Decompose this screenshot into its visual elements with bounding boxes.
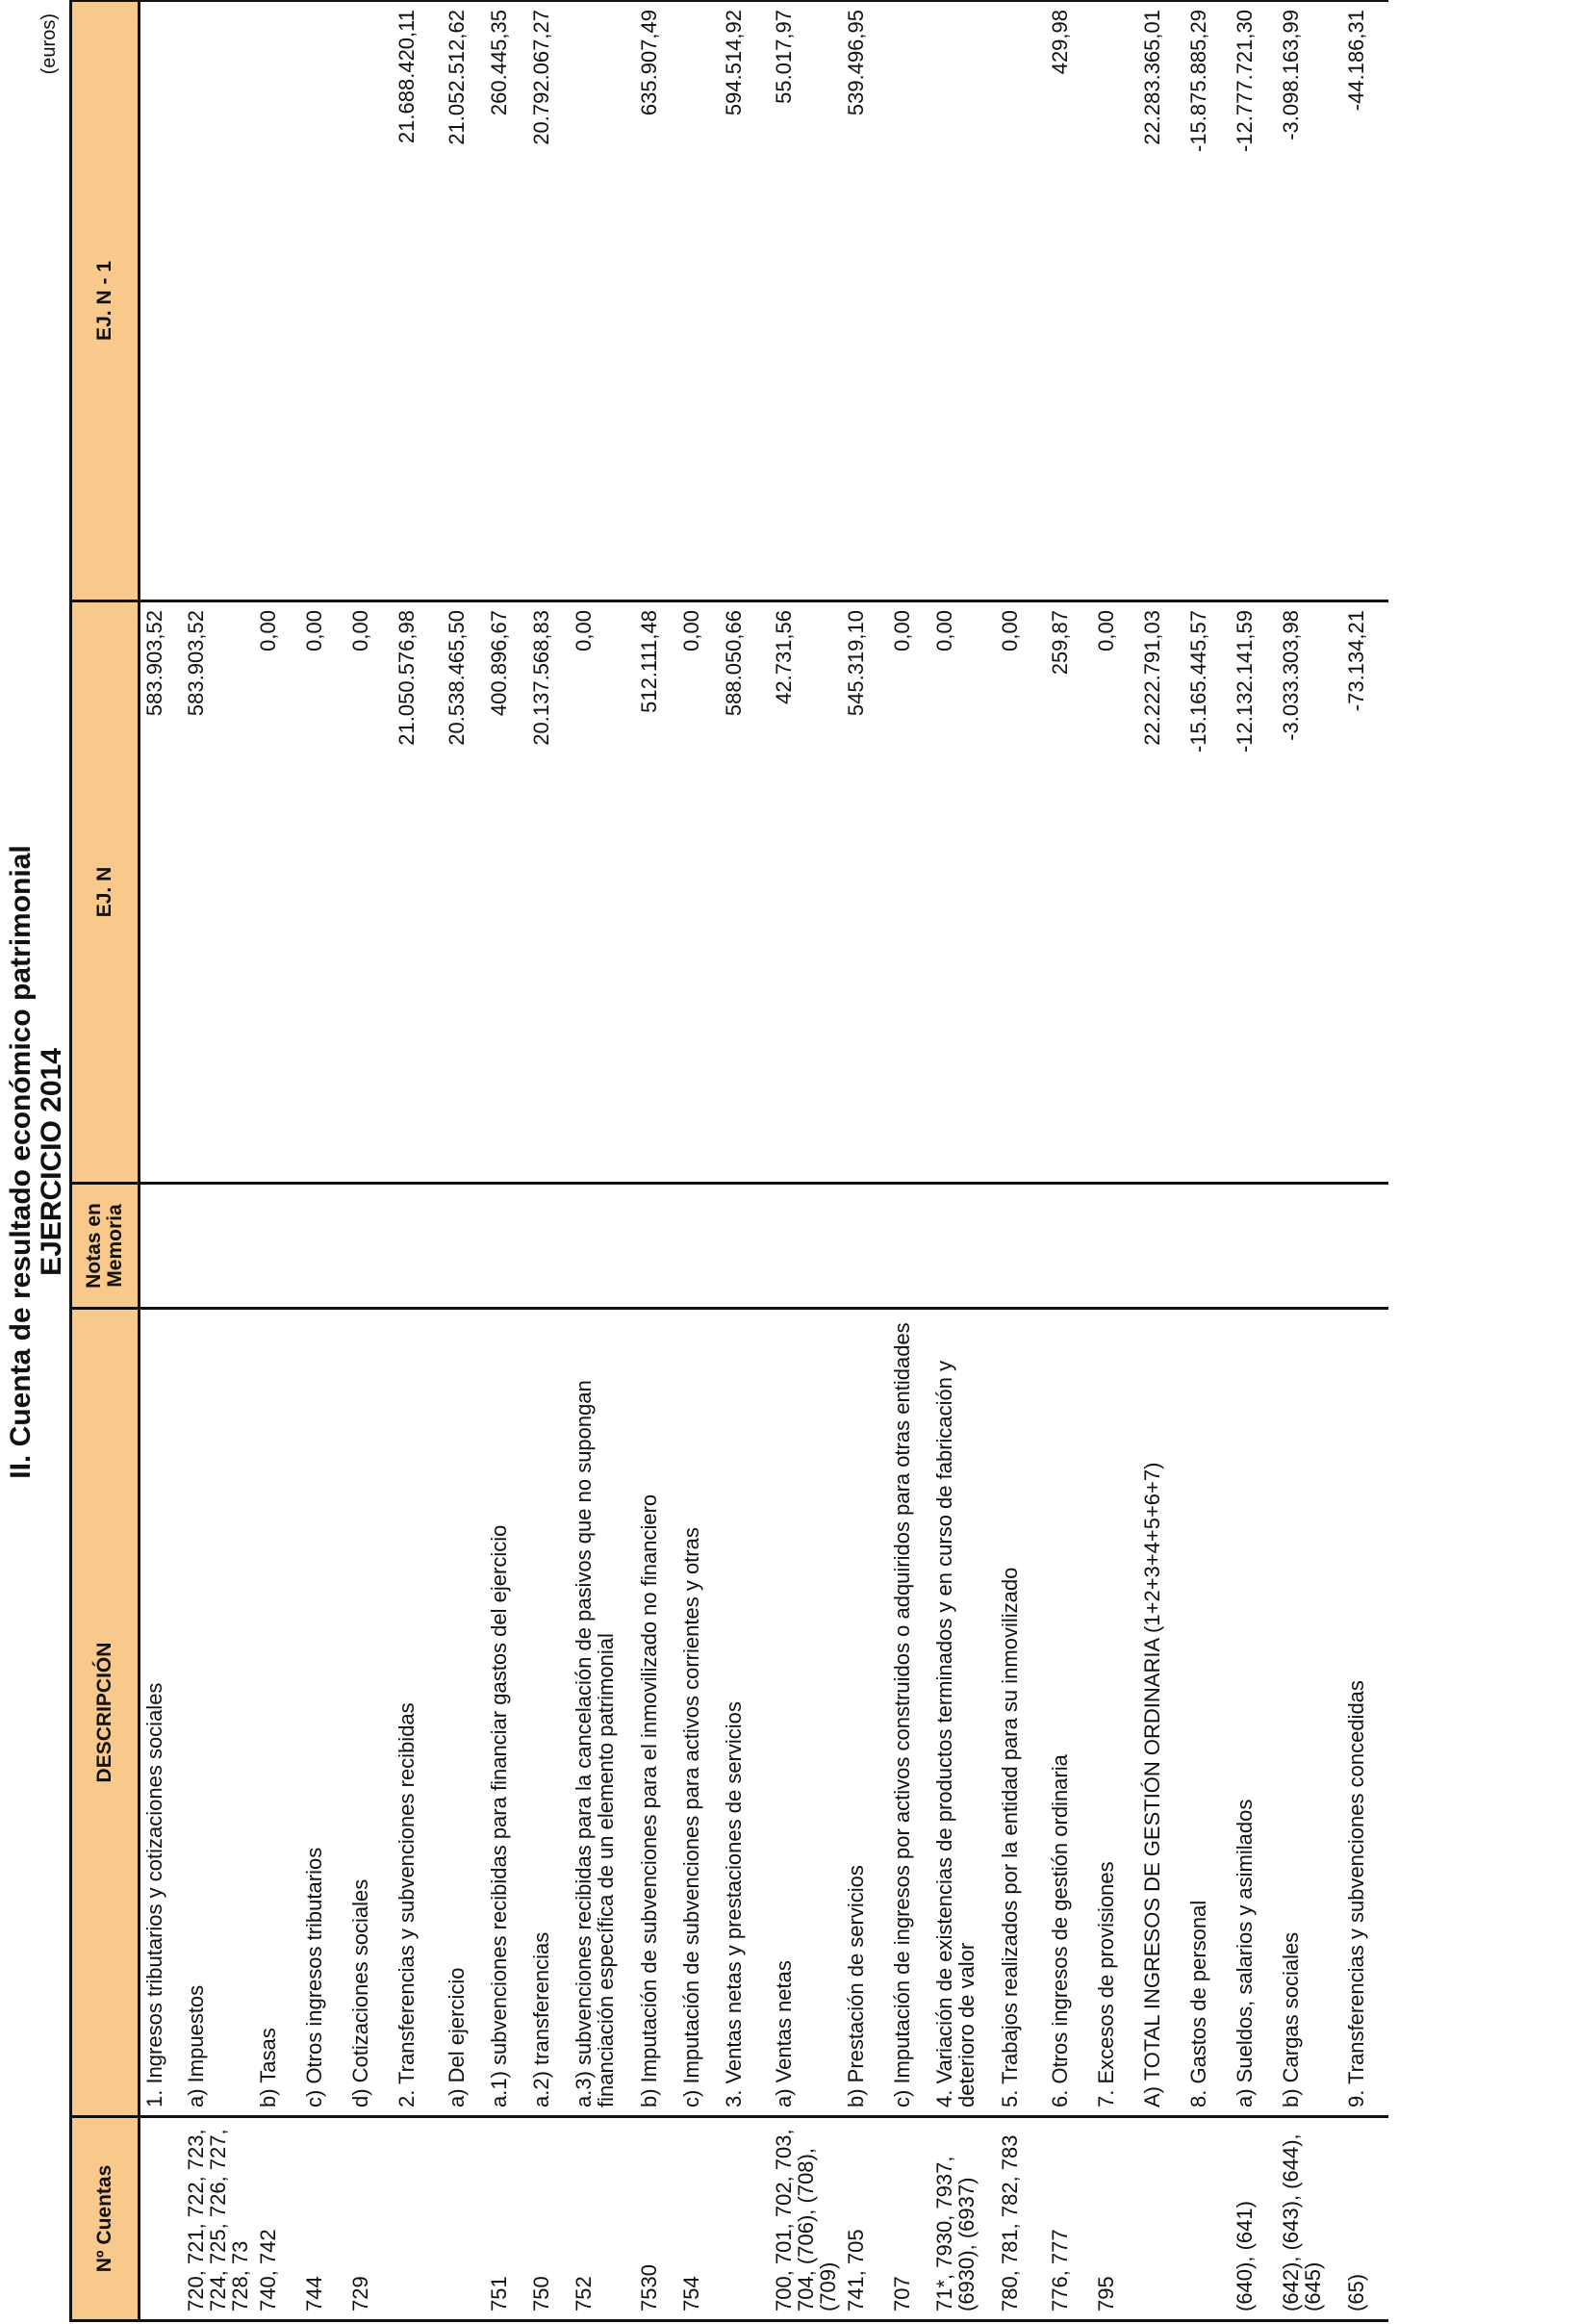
row-notes <box>570 1184 635 1309</box>
header-accounts: Nº Cuentas <box>71 2117 140 2321</box>
row-description: 4. Variación de existencias de productos terminados y en curso de fabricación y deterioro de valor <box>930 1309 996 2117</box>
row-description: 8. Gastos de personal <box>1184 1309 1231 2117</box>
previous-year-value: 594.514,92 <box>720 1 770 601</box>
header-current-year: EJ. N <box>71 601 140 1184</box>
table-row <box>720 1 770 2321</box>
previous-year-value <box>888 1 930 601</box>
account-code: 752 <box>570 2117 635 2321</box>
previous-year-value <box>1092 1 1138 601</box>
current-year-value: -3.033.303,98 <box>1277 601 1342 1184</box>
current-year-value: 0,00 <box>888 601 930 1184</box>
account-code: (642), (643), (644), (645) <box>1277 2117 1342 2321</box>
previous-year-value: 21.052.512,62 <box>443 1 485 601</box>
row-description: c) Otros ingresos tributarios <box>300 1309 346 2117</box>
row-description: d) Cotizaciones sociales <box>346 1309 393 2117</box>
row-description: a) Sueldos, salarios y asimilados <box>1231 1309 1277 2117</box>
row-notes <box>888 1184 930 1309</box>
current-year-value: 0,00 <box>300 601 346 1184</box>
previous-year-value <box>346 1 393 601</box>
current-year-value: 400.896,67 <box>485 601 527 1184</box>
table-row <box>443 1 485 2321</box>
current-year-value: 583.903,52 <box>140 601 182 1184</box>
income-statement-table <box>69 0 1388 2322</box>
previous-year-value <box>182 1 254 601</box>
current-year-value: 20.538.465,50 <box>443 601 485 1184</box>
previous-year-value: 539.496,95 <box>842 1 888 601</box>
previous-year-value: 635.907,49 <box>635 1 677 601</box>
table-row <box>393 1 443 2321</box>
previous-year-value <box>677 1 720 601</box>
previous-year-value: 55.017,97 <box>770 1 842 601</box>
table-row <box>1046 1 1092 2321</box>
table-row <box>1184 1 1231 2321</box>
row-notes <box>527 1184 570 1309</box>
current-year-value: 0,00 <box>254 601 300 1184</box>
current-year-value: 0,00 <box>996 601 1046 1184</box>
row-notes <box>485 1184 527 1309</box>
account-code: 750 <box>527 2117 570 2321</box>
row-description: 1. Ingresos tributarios y cotizaciones sociales <box>140 1309 182 2117</box>
row-notes <box>930 1184 996 1309</box>
table-row <box>770 1 842 2321</box>
current-year-value: 0,00 <box>677 601 720 1184</box>
row-notes <box>677 1184 720 1309</box>
account-code: 729 <box>346 2117 393 2321</box>
current-year-value: -15.165.445,57 <box>1184 601 1231 1184</box>
table-row <box>300 1 346 2321</box>
row-notes <box>1277 1184 1342 1309</box>
table-row <box>677 1 720 2321</box>
current-year-value: 0,00 <box>346 601 393 1184</box>
account-code: 740, 742 <box>254 2117 300 2321</box>
row-description: b) Imputación de subvenciones para el inmovilizado no financiero <box>635 1309 677 2117</box>
account-code <box>1184 2117 1231 2321</box>
previous-year-value <box>996 1 1046 601</box>
document-title: II. Cuenta de resultado económico patrimonial <box>5 845 37 1479</box>
account-code: (640), (641) <box>1231 2117 1277 2321</box>
row-notes <box>254 1184 300 1309</box>
row-notes <box>1092 1184 1138 1309</box>
table-row <box>1092 1 1138 2321</box>
table-row <box>346 1 393 2321</box>
current-year-value: -12.132.141,59 <box>1231 601 1277 1184</box>
current-year-value: 259,87 <box>1046 601 1092 1184</box>
previous-year-value: 20.792.067,27 <box>527 1 570 601</box>
previous-year-value: 21.688.420,11 <box>393 1 443 601</box>
table-row <box>842 1 888 2321</box>
table-row <box>527 1 570 2321</box>
table-body <box>140 1 1388 2321</box>
row-description: b) Prestación de servicios <box>842 1309 888 2117</box>
row-notes <box>300 1184 346 1309</box>
current-year-value: -73.134,21 <box>1342 601 1388 1184</box>
previous-year-value: -15.875.885,29 <box>1184 1 1231 601</box>
row-notes <box>770 1184 842 1309</box>
account-code <box>443 2117 485 2321</box>
row-notes <box>720 1184 770 1309</box>
current-year-value: 22.222.791,03 <box>1138 601 1184 1184</box>
table-row <box>182 1 254 2321</box>
previous-year-value <box>300 1 346 601</box>
row-notes <box>182 1184 254 1309</box>
table-row <box>485 1 527 2321</box>
account-code: 751 <box>485 2117 527 2321</box>
previous-year-value <box>140 1 182 601</box>
row-notes <box>1046 1184 1092 1309</box>
row-description: a) Impuestos <box>182 1309 254 2117</box>
account-code: 776, 777 <box>1046 2117 1092 2321</box>
row-notes <box>1184 1184 1231 1309</box>
header-description: DESCRIPCIÓN <box>71 1309 140 2117</box>
account-code <box>1138 2117 1184 2321</box>
row-description: 9. Transferencias y subvenciones concedidas <box>1342 1309 1388 2117</box>
row-description: a.2) transferencias <box>527 1309 570 2117</box>
table-row <box>930 1 996 2321</box>
table-row <box>888 1 930 2321</box>
previous-year-value <box>930 1 996 601</box>
row-notes <box>842 1184 888 1309</box>
table-row <box>1231 1 1277 2321</box>
account-code: 754 <box>677 2117 720 2321</box>
header-notes: Notas en Memoria <box>71 1184 140 1309</box>
account-code: 744 <box>300 2117 346 2321</box>
row-description: 2. Transferencias y subvenciones recibidas <box>393 1309 443 2117</box>
table-row <box>570 1 635 2321</box>
previous-year-value: 260.445,35 <box>485 1 527 601</box>
previous-year-value <box>570 1 635 601</box>
row-notes <box>1138 1184 1184 1309</box>
account-code: 720, 721, 722, 723, 724, 725, 726, 727, 728, 73 <box>182 2117 254 2321</box>
table-row <box>635 1 677 2321</box>
row-notes <box>393 1184 443 1309</box>
currency-units: (euros) <box>38 13 60 75</box>
row-description: 7. Excesos de provisiones <box>1092 1309 1138 2117</box>
table-row <box>1138 1 1184 2321</box>
current-year-value: 0,00 <box>1092 601 1138 1184</box>
previous-year-value: -12.777.721,30 <box>1231 1 1277 601</box>
account-code: 780, 781, 782, 783 <box>996 2117 1046 2321</box>
table-row <box>254 1 300 2321</box>
table-row <box>1342 1 1388 2321</box>
row-description: c) Imputación de ingresos por activos construidos o adquiridos para otras entidades <box>888 1309 930 2117</box>
row-description: 5. Trabajos realizados por la entidad para su inmovilizado <box>996 1309 1046 2117</box>
account-code: 7530 <box>635 2117 677 2321</box>
row-notes <box>635 1184 677 1309</box>
account-code: 741, 705 <box>842 2117 888 2321</box>
row-description: a) Ventas netas <box>770 1309 842 2117</box>
row-description: c) Imputación de subvenciones para activos corrientes y otras <box>677 1309 720 2117</box>
account-code: (65) <box>1342 2117 1388 2321</box>
account-code: 795 <box>1092 2117 1138 2321</box>
previous-year-value: -3.098.163,99 <box>1277 1 1342 601</box>
row-description: b) Cargas sociales <box>1277 1309 1342 2117</box>
previous-year-value: 22.283.365,01 <box>1138 1 1184 601</box>
row-notes <box>1342 1184 1388 1309</box>
current-year-value: 583.903,52 <box>182 601 254 1184</box>
table-row <box>996 1 1046 2321</box>
previous-year-value: 429,98 <box>1046 1 1092 601</box>
current-year-value: 512.111,48 <box>635 601 677 1184</box>
current-year-value: 42.731,56 <box>770 601 842 1184</box>
row-description: a.3) subvenciones recibidas para la cancelación de pasivos que no supongan financiación específica de un elemento patrimonial <box>570 1309 635 2117</box>
account-code <box>393 2117 443 2321</box>
account-code: 707 <box>888 2117 930 2321</box>
current-year-value: 21.050.576,98 <box>393 601 443 1184</box>
row-description: 3. Ventas netas y prestaciones de servicios <box>720 1309 770 2117</box>
current-year-value: 0,00 <box>570 601 635 1184</box>
account-code <box>140 2117 182 2321</box>
row-description: 6. Otros ingresos de gestión ordinaria <box>1046 1309 1092 2117</box>
row-notes <box>1231 1184 1277 1309</box>
row-notes <box>140 1184 182 1309</box>
account-code <box>720 2117 770 2321</box>
document-subtitle: EJERCICIO 2014 <box>36 1048 67 1276</box>
current-year-value: 545.319,10 <box>842 601 888 1184</box>
row-description: b) Tasas <box>254 1309 300 2117</box>
row-notes <box>443 1184 485 1309</box>
row-description: a.1) subvenciones recibidas para financiar gastos del ejercicio <box>485 1309 527 2117</box>
current-year-value: 20.137.568,83 <box>527 601 570 1184</box>
header-previous-year: EJ. N - 1 <box>71 1 140 601</box>
row-notes <box>996 1184 1046 1309</box>
current-year-value: 588.050,66 <box>720 601 770 1184</box>
table-row <box>140 1 182 2321</box>
table-row <box>1277 1 1342 2321</box>
current-year-value: 0,00 <box>930 601 996 1184</box>
table-header-row <box>71 1 140 2321</box>
account-code: 700, 701, 702, 703, 704, (706), (708), (709) <box>770 2117 842 2321</box>
account-code: 71*, 7930, 7937, (6930), (6937) <box>930 2117 996 2321</box>
previous-year-value <box>254 1 300 601</box>
previous-year-value: -44.186,31 <box>1342 1 1388 601</box>
row-description: A) TOTAL INGRESOS DE GESTIÓN ORDINARIA (1+2+3+4+5+6+7) <box>1138 1309 1184 2117</box>
row-description: a) Del ejercicio <box>443 1309 485 2117</box>
row-notes <box>346 1184 393 1309</box>
